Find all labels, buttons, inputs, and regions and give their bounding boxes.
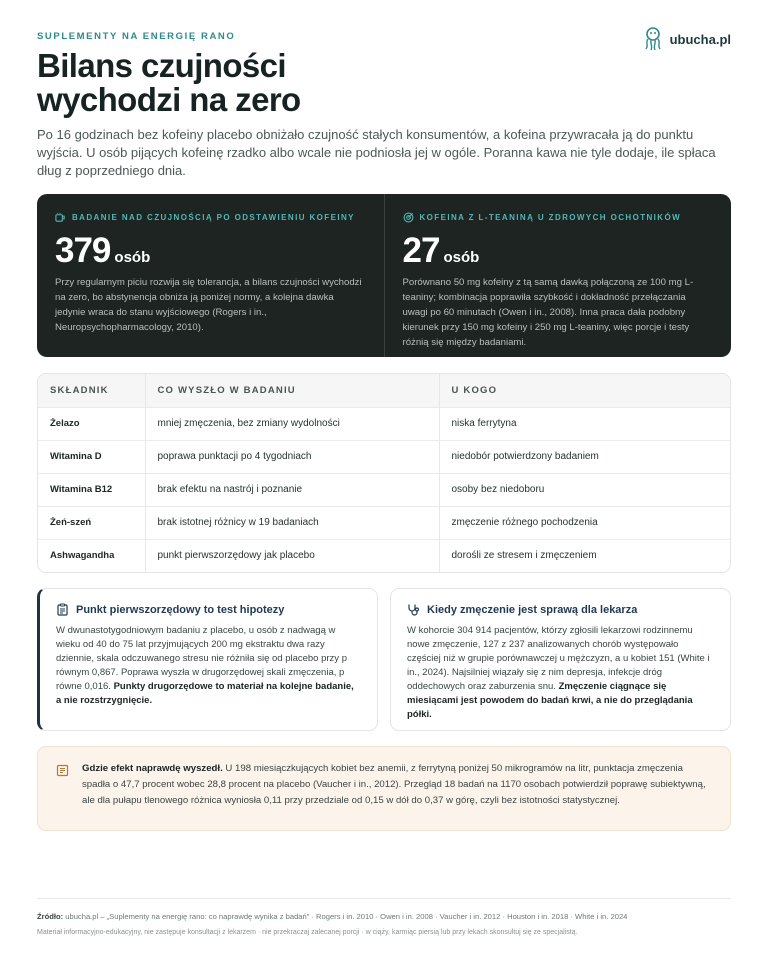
- cell-result: poprawa punktacji po 4 tygodniach: [145, 440, 439, 473]
- cell-population: zmęczenie różnego pochodzenia: [439, 506, 730, 539]
- note-box: [37, 746, 731, 831]
- cell-population: niedobór potwierdzony badaniem: [439, 440, 730, 473]
- card-text-regular: W kohorcie 304 914 pacjentów, którzy zgłosili lekarzowi rodzinnemu nowe zmęczenie, 127 z 237 analizowanych chorób występowało częściej niż w grupie porównawczej u mężczyzn, a u kobiet 151 (White i in., 2024). Najsilniej wiązały się z nim depresja, infekcje dróg oddechowych oraz zaburzenia snu.: [407, 625, 710, 692]
- stat-number: 379: [55, 231, 111, 270]
- octopus-logo-icon: [642, 26, 664, 52]
- card-primary-endpoint: [37, 588, 378, 731]
- card-fatigue-doctor: [390, 588, 731, 731]
- page-title: Bilans czujności wychodzi na zero: [37, 47, 301, 118]
- table-row: [38, 407, 730, 440]
- stat-unit: osób: [114, 249, 151, 266]
- stat-value: [403, 231, 714, 271]
- card-header: [407, 603, 714, 616]
- card-text: [56, 624, 361, 708]
- ingredients-table: [37, 373, 731, 573]
- cell-ingredient: Witamina D: [38, 440, 145, 473]
- column-header-ingredient: SKŁADNIK: [38, 374, 145, 407]
- table-row: [38, 473, 730, 506]
- card-title: Punkt pierwszorzędowy to test hipotezy: [76, 603, 285, 616]
- stethoscope-icon: [407, 603, 420, 616]
- cell-result: brak istotnej różnicy w 19 badaniach: [145, 506, 439, 539]
- stat-unit: osób: [443, 249, 480, 266]
- stat-description: Przy regularnym piciu rozwija się tolerancja, a bilans czujności wychodzi na zero, bo abstynencja obniża ją poniżej normy, a kolejna dawka jedynie wraca do stanu wyjściowego (Rogers i in., Neuropsychopharmacology, 2010).: [55, 277, 362, 333]
- clipboard-icon: [56, 603, 69, 616]
- cell-population: niska ferrytyna: [439, 407, 730, 440]
- cell-ingredient: Ashwagandha: [38, 539, 145, 572]
- footer-divider: [37, 898, 731, 899]
- disclaimer: Materiał informacyjno-edukacyjny, nie zastępuje konsultacji z lekarzem · nie przekraczaj zalecanej porcji · w ciąży, karmiąc piersią lub przy lekach skonsultuj się ze specjalistą.: [37, 929, 578, 936]
- source-label: Źródło:: [37, 912, 64, 921]
- target-icon: [403, 212, 414, 223]
- table-header-row: [38, 374, 730, 407]
- cell-ingredient: Żeń-szeń: [38, 506, 145, 539]
- source-line: [37, 912, 627, 921]
- brand[interactable]: [642, 26, 731, 52]
- table-row: [38, 539, 730, 572]
- stat-l-theanine: [384, 194, 732, 357]
- stats-panel: [37, 194, 731, 357]
- cell-result: punkt pierwszorzędowy jak placebo: [145, 539, 439, 572]
- stat-number: 27: [402, 231, 440, 270]
- brand-name: ubucha.pl: [669, 31, 731, 47]
- stat-header: [403, 212, 714, 223]
- card-text-regular: W dwunastotygodniowym badaniu z placebo, u osób z nadwagą w wieku od 40 do 75 lat przyjmujących 200 mg ekstraktu dwa razy dziennie, skala odczuwanego stresu nie różniła się od placebo przy p równym 0,867. Poprawa wyszła w drugorzędowej skali zmęczenia, p równe 0,016.: [56, 625, 347, 692]
- note-text-bold: Gdzie efekt naprawdę wyszedł.: [82, 763, 223, 774]
- table-row: [38, 440, 730, 473]
- stat-caffeine-withdrawal: [37, 194, 384, 357]
- cell-ingredient: Witamina B12: [38, 473, 145, 506]
- note-text-regular: U 198 miesiączkujących kobiet bez anemii, z ferrytyną poniżej 50 mikrogramów na litr, punktacja zmęczenia spadła o 47,7 procent wobec 28,8 procent na placebo (Vaucher i in., 2012). Przegląd 18 badań na 1170 osobach potwierdził poprawę subiektywną, ale dla pułapu tlenowego różnica wyniosła 0,11 przy przedziale od 0,15 w dół do 0,37 w górę, czyli bez istotności statystycznej.: [82, 763, 706, 806]
- cell-ingredient: Żelazo: [38, 407, 145, 440]
- table-row: [38, 506, 730, 539]
- source-text: ubucha.pl – „Suplementy na energię rano: co naprawdę wynika z badań” · Rogers i in. 2010 · Owen i in. 2008 · Vaucher i in. 2012 · Houston i in. 2018 · White i in. 2024: [63, 912, 628, 921]
- stat-label: BADANIE NAD CZUJNOŚCIĄ PO ODSTAWIENIU KOFEINY: [72, 213, 355, 222]
- stat-label: KOFEINA Z L-TEANINĄ U ZDROWYCH OCHOTNIKÓW: [419, 213, 682, 222]
- stat-description: Porównano 50 mg kofeiny z tą samą dawką połączoną ze 100 mg L-teaniny; kombinacja poprawiła szybkość i dokładność przełączania uwagi po 60 minutach (Owen i in., 2008). Inna praca dała podobny kierunek przy 150 mg kofeiny i 250 mg L-teaniny, więc porcje i testy różnią się między badaniami.: [402, 277, 694, 348]
- stat-value: [55, 231, 366, 271]
- document-list-icon: [56, 764, 69, 777]
- note-text: [82, 761, 710, 809]
- card-title: Kiedy zmęczenie jest sprawą dla lekarza: [427, 603, 638, 616]
- column-header-result: CO WYSZŁO W BADANIU: [145, 374, 439, 407]
- column-header-population: U KOGO: [439, 374, 730, 407]
- kicker: SUPLEMENTY NA ENERGIĘ RANO: [37, 31, 236, 42]
- cell-population: dorośli ze stresem i zmęczeniem: [439, 539, 730, 572]
- card-text-bold: Punkty drugorzędowe to materiał na kolejne badanie, a nie rozstrzygnięcie.: [56, 681, 354, 706]
- card-text: [407, 624, 714, 722]
- card-header: [56, 603, 361, 616]
- card-text-bold: Zmęczenie ciągnące się miesiącami jest powodem do badań krwi, a nie do przeglądania półki.: [407, 681, 693, 720]
- coffee-cup-icon: [55, 212, 66, 223]
- cell-result: mniej zmęczenia, bez zmiany wydolności: [145, 407, 439, 440]
- stat-header: [55, 212, 366, 223]
- cell-population: osoby bez niedoboru: [439, 473, 730, 506]
- cell-result: brak efektu na nastrój i poznanie: [145, 473, 439, 506]
- lead-paragraph: Po 16 godzinach bez kofeiny placebo obniżało czujność stałych konsumentów, a kofeina przywracała ją do punktu wyjścia. U osób pijących kofeinę rzadko albo wcale nie podniosła jej w ogóle. Poranna kawa nie tyle dodaje, ile spłaca dług z poprzedniego dnia.: [37, 127, 716, 178]
